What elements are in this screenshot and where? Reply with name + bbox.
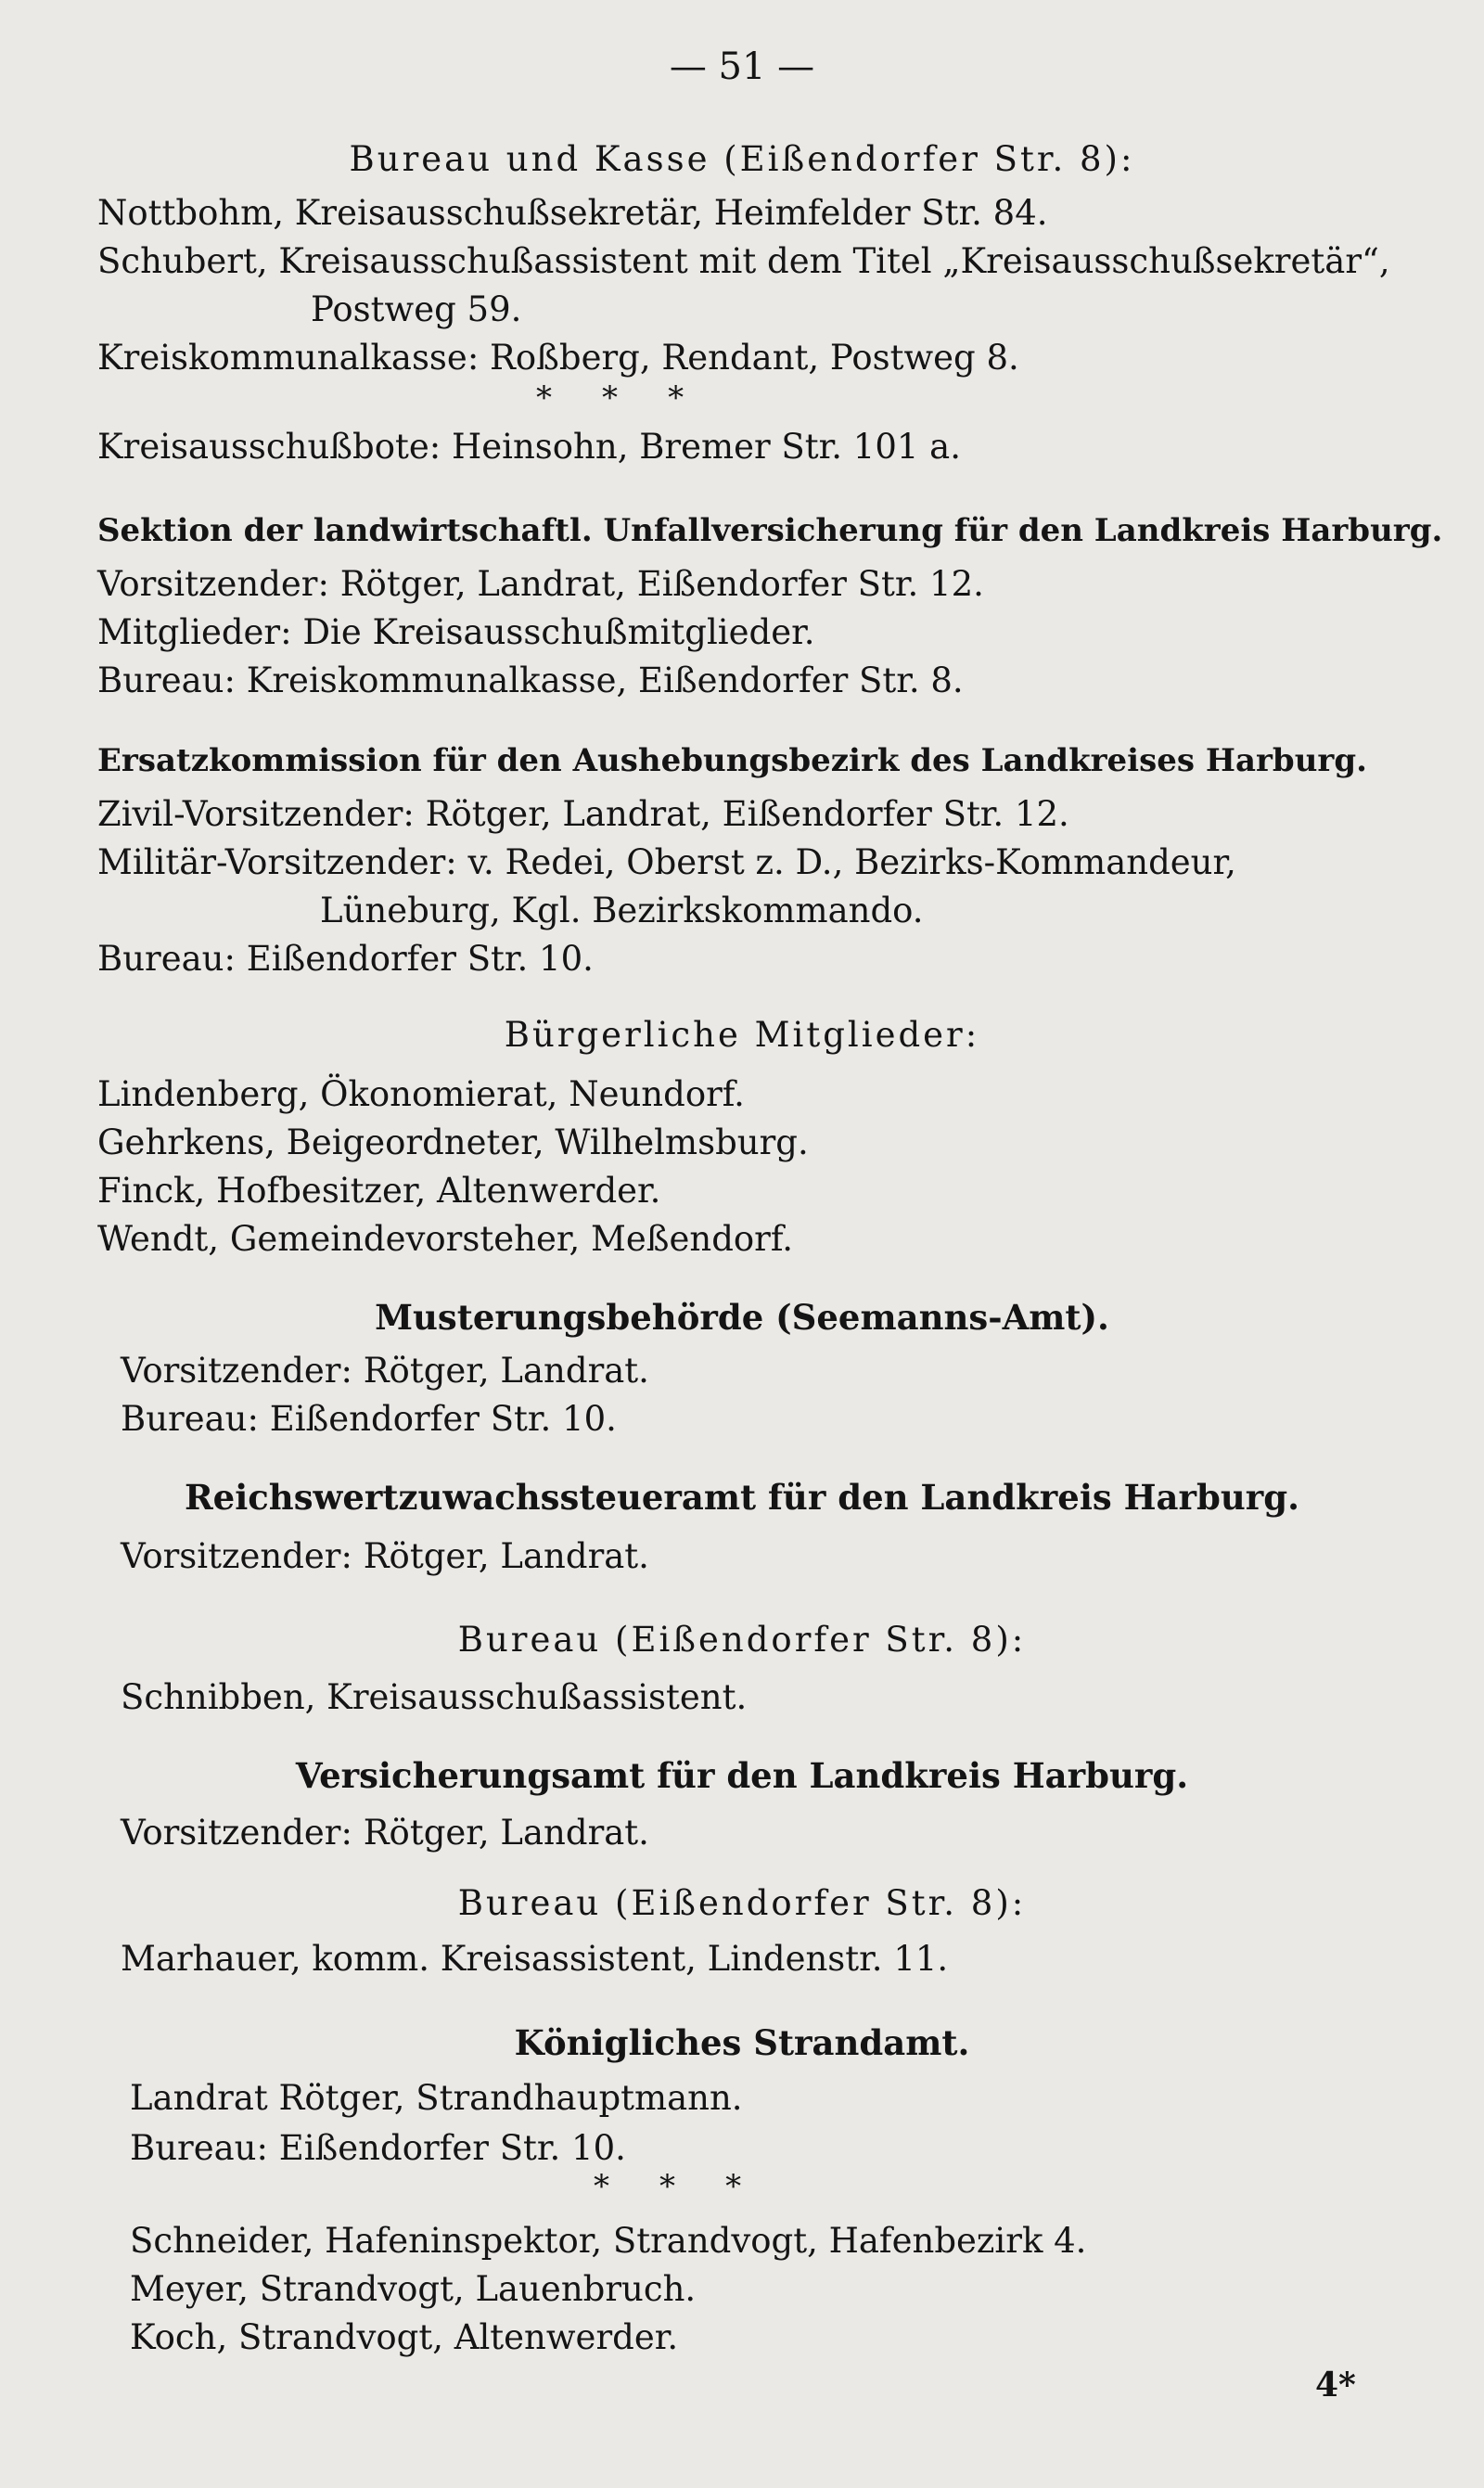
entry-line: Vorsitzender: Rötger, Landrat. <box>121 1351 649 1391</box>
entry-line: Vorsitzender: Rötger, Landrat, Eißendorfer Str. 12. <box>97 564 984 604</box>
entry-line: Schubert, Kreisausschußassistent mit dem Titel „Kreisausschußsekretär“, <box>97 241 1390 281</box>
staff-line: Marhauer, komm. Kreisassistent, Lindenstr. 11. <box>121 1939 949 1979</box>
subheading-bureau: Bureau (Eißendorfer Str. 8): <box>457 1883 1027 1923</box>
member-line: Finck, Hofbesitzer, Altenwerder. <box>97 1171 661 1211</box>
entry-line: Landrat Rötger, Strandhauptmann. <box>130 2078 743 2118</box>
subheading-buergerliche-mitglieder: Bürgerliche Mitglieder: <box>504 1015 980 1055</box>
staff-line: Schneider, Hafeninspektor, Strandvogt, Hafenbezirk 4. <box>130 2221 1087 2261</box>
section-heading-bureau-kasse: Bureau und Kasse (Eißendorfer Str. 8): <box>349 139 1135 179</box>
entry-line: Bureau: Eißendorfer Str. 10. <box>130 2128 626 2168</box>
section-heading-musterung: Musterungsbehörde (Seemanns-Amt). <box>375 1297 1109 1338</box>
entry-line: Militär-Vorsitzender: v. Redei, Oberst z. D., Bezirks-Kommandeur, <box>97 842 1236 882</box>
entry-line: Nottbohm, Kreisausschußsekretär, Heimfelder Str. 84. <box>97 193 1048 233</box>
entry-line: Kreisausschußbote: Heinsohn, Bremer Str. 101 a. <box>97 427 961 467</box>
entry-line: Kreiskommunalkasse: Roßberg, Rendant, Postweg 8. <box>97 338 1019 378</box>
entry-line: Lüneburg, Kgl. Bezirkskommando. <box>320 891 924 930</box>
entry-line: Postweg 59. <box>311 289 522 329</box>
staff-line: Koch, Strandvogt, Altenwerder. <box>130 2317 679 2357</box>
staff-line: Meyer, Strandvogt, Lauenbruch. <box>130 2269 697 2309</box>
page-number: — 51 — <box>669 45 815 88</box>
section-heading-sektion: Sektion der landwirtschaftl. Unfallversicherung für den Landkreis Harburg. <box>97 512 1443 549</box>
entry-line: Bureau: Eißendorfer Str. 10. <box>121 1399 617 1439</box>
section-heading-strandamt: Königliches Strandamt. <box>514 2022 970 2063</box>
section-heading-reichswert: Reichswertzuwachssteueramt für den Landkreis Harburg. <box>184 1477 1300 1518</box>
member-line: Gehrkens, Beigeordneter, Wilhelmsburg. <box>97 1122 809 1162</box>
entry-line: Bureau: Kreiskommunalkasse, Eißendorfer Str. 8. <box>97 660 964 700</box>
staff-line: Schnibben, Kreisausschußassistent. <box>121 1677 748 1717</box>
signature-mark: 4* <box>1315 2366 1356 2405</box>
section-divider-stars: * * * <box>536 379 684 417</box>
entry-line: Vorsitzender: Rötger, Landrat. <box>121 1813 649 1853</box>
section-divider-stars: * * * <box>594 2168 742 2205</box>
entry-line: Vorsitzender: Rötger, Landrat. <box>121 1536 649 1576</box>
member-line: Wendt, Gemeindevorsteher, Meßendorf. <box>97 1219 793 1259</box>
entry-line: Mitglieder: Die Kreisausschußmitglieder. <box>97 612 815 652</box>
section-heading-versicherung: Versicherungsamt für den Landkreis Harburg. <box>295 1755 1189 1796</box>
entry-line: Bureau: Eißendorfer Str. 10. <box>97 939 594 979</box>
entry-line: Zivil-Vorsitzender: Rötger, Landrat, Eißendorfer Str. 12. <box>97 794 1069 834</box>
section-heading-ersatz: Ersatzkommission für den Aushebungsbezirk des Landkreises Harburg. <box>97 742 1367 779</box>
member-line: Lindenberg, Ökonomierat, Neundorf. <box>97 1074 745 1114</box>
subheading-bureau: Bureau (Eißendorfer Str. 8): <box>457 1620 1027 1660</box>
